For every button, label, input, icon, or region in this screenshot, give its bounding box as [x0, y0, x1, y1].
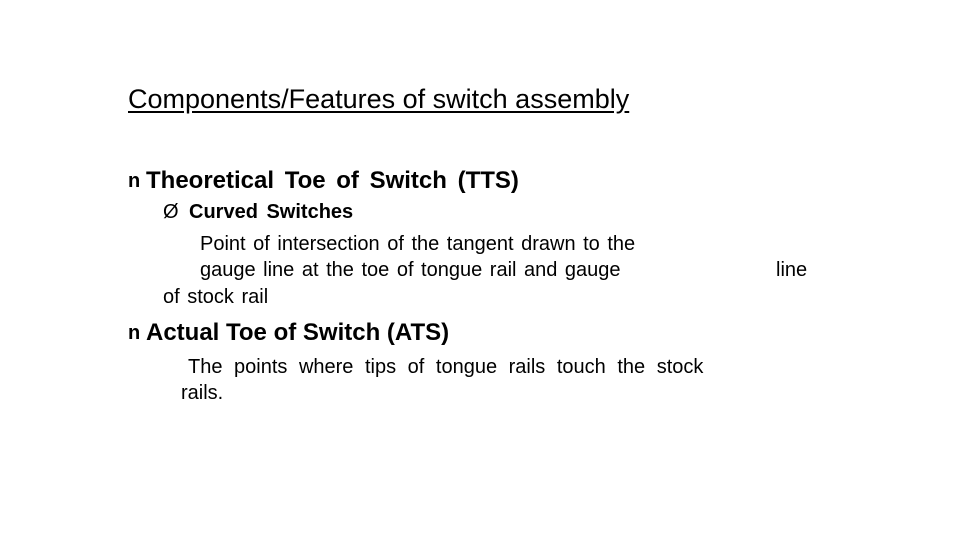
slide-title: Components/Features of switch assembly	[128, 84, 630, 114]
ats-heading: Actual Toe of Switch (ATS)	[146, 319, 450, 346]
ats-text-line-1: The points where tips of tongue rails touch the stock	[188, 356, 704, 378]
square-bullet-icon: n	[128, 322, 141, 344]
tts-text-line-3: of stock rail	[163, 286, 269, 308]
tts-text-line-1: Point of intersection of the tangent drawn to the	[200, 233, 636, 255]
ats-text-line-2: rails.	[181, 382, 224, 404]
square-bullet-icon: n	[128, 170, 141, 192]
tts-heading: Theoretical Toe of Switch (TTS)	[146, 167, 519, 194]
bullet-ats	[128, 319, 449, 347]
bullet-tts	[128, 167, 519, 195]
tts-text-line-2: gauge line at the toe of tongue rail and gauge	[200, 259, 621, 281]
sub-bullet-curved-switches	[163, 201, 353, 224]
arrow-bullet-icon: Ø	[163, 201, 179, 223]
curved-switches-heading: Curved Switches	[189, 201, 354, 223]
tts-text-line-2-end: line	[776, 259, 808, 281]
